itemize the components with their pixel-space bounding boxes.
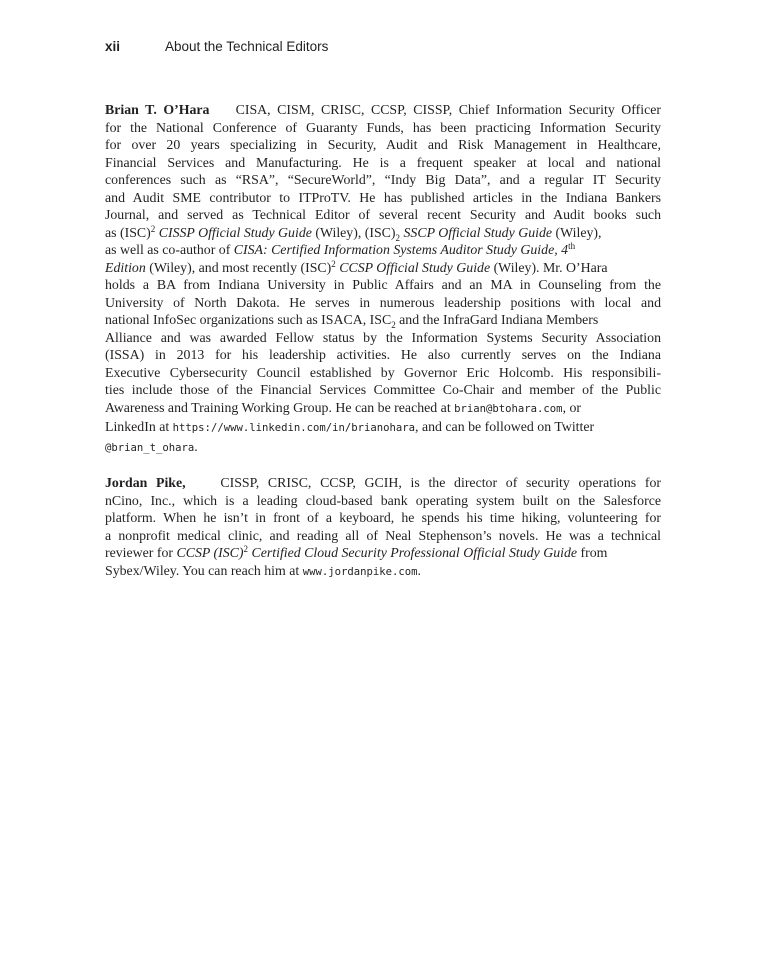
text-line: (ISSA) in 2013 for his leadership activities. He also currently serves on the Indiana [105, 347, 661, 362]
website-link[interactable]: www.jordanpike.com [302, 565, 418, 578]
text-line: Financial Services and Manufacturing. He is a frequent speaker at local and national [105, 154, 661, 170]
running-title: About the Technical Editors [165, 39, 329, 54]
text-line: nCino, Inc., which is a leading cloud-based bank operating system built on the Salesforce [105, 492, 661, 508]
bio-name: Brian T. O’Hara [105, 102, 210, 117]
superscript: 2 [331, 258, 336, 269]
bio-text: as (ISC) [105, 224, 151, 240]
bio-name: Jordan Pike, [105, 475, 186, 490]
bio-text: LinkedIn at [105, 419, 173, 434]
text-line: ties include those of the Financial Services Committee Co-Chair and member of the Public [105, 382, 661, 397]
bio-text: Sybex/Wiley. You can reach him at [105, 562, 303, 578]
bio-text: (Wiley), and most recently (ISC) [145, 259, 332, 275]
bio-text: , or [562, 399, 582, 415]
bio-text: Awareness and Training Working Group. He can be reached at [105, 399, 455, 415]
text-line: holds a BA from Indiana University in Public Affairs and an MA in Counseling from the [105, 277, 661, 292]
text-line: for the National Conference of Guaranty Funds, has been practicing Information Security [105, 119, 661, 135]
text-line: and Audit SME contributor to ITProTV. He has published articles in the Indiana Bankers [105, 189, 661, 205]
text-line [105, 474, 661, 492]
text-line [105, 438, 661, 458]
superscript: 2 [150, 223, 156, 234]
bio-text: CISSP, CRISC, CCSP, GCIH, is the director of security operations for [220, 475, 661, 490]
text-line: platform. When he isn’t in front of a keyboard, he spends his time hiking, volunteering for [105, 510, 661, 525]
bio-text: . [417, 562, 421, 578]
book-title: CCSP Official Study Guide [335, 259, 491, 275]
subscript: 2 [395, 232, 401, 243]
running-header [105, 39, 328, 54]
text-line [105, 562, 661, 582]
bio-text: . [194, 438, 198, 454]
text-line [105, 224, 661, 242]
text-line [105, 101, 661, 119]
text-line: conferences such as “RSA”, “SecureWorld”, “Indy Big Data”, and a regular IT Security [105, 172, 661, 187]
text-line: Executive Cybersecurity Council established by Governor Eric Holcomb. His responsibili- [105, 364, 661, 380]
bio-text: (Wiley), (ISC) [311, 224, 396, 240]
bio-text: national InfoSec organizations such as ISACA, ISC [105, 312, 392, 327]
text-line [105, 399, 661, 419]
bio-text: , and can be followed on Twitter [415, 419, 595, 434]
bio-text: from [577, 545, 608, 560]
book-title: CISA: Certified Information Systems Auditor Study Guide, 4 [233, 242, 569, 257]
subscript: 2 [391, 320, 396, 330]
bio-text: (Wiley). Mr. O’Hara [490, 259, 608, 275]
text-line: Journal, and served as Technical Editor of several recent Security and Audit books such [105, 207, 661, 222]
book-title: CCSP (ISC) [176, 545, 244, 560]
page-body [105, 101, 661, 598]
book-title: SSCP Official Study Guide [400, 224, 553, 240]
bio-jordan-pike [105, 474, 661, 581]
text-line [105, 418, 661, 438]
email-link[interactable]: brian@btohara.com [454, 402, 563, 415]
twitter-handle[interactable]: @brian_t_ohara [105, 441, 195, 454]
linkedin-link[interactable]: https://www.linkedin.com/in/brianohara [172, 422, 416, 434]
bio-brian-ohara [105, 101, 661, 457]
text-line [105, 544, 661, 562]
text-line [105, 241, 661, 259]
text-line [105, 259, 661, 277]
text-line: a nonprofit medical clinic, and reading all of Neal Stephenson’s novels. He was a technical [105, 527, 661, 543]
bio-text: as well as co-author of [105, 242, 234, 257]
text-line: Alliance and was awarded Fellow status by the Information Systems Security Association [105, 329, 661, 345]
text-line: University of North Dakota. He serves in numerous leadership positions with local and [105, 294, 661, 310]
bio-text: reviewer for [105, 545, 177, 560]
book-title: CISSP Official Study Guide [155, 224, 312, 240]
book-title: Certified Cloud Security Professional Official Study Guide [248, 545, 578, 560]
page-number: xii [105, 39, 121, 54]
book-title: Edition [105, 259, 146, 275]
text-line: for over 20 years specializing in Security, Audit and Risk Management in Healthcare, [105, 137, 661, 152]
bio-text: and the InfraGard Indiana Members [395, 312, 599, 327]
superscript: 2 [243, 544, 249, 554]
bio-text: CISA, CISM, CRISC, CCSP, CISSP, Chief Information Security Officer [235, 102, 662, 117]
bio-text: (Wiley), [552, 224, 602, 240]
text-line [105, 311, 661, 329]
superscript: th [568, 241, 576, 251]
